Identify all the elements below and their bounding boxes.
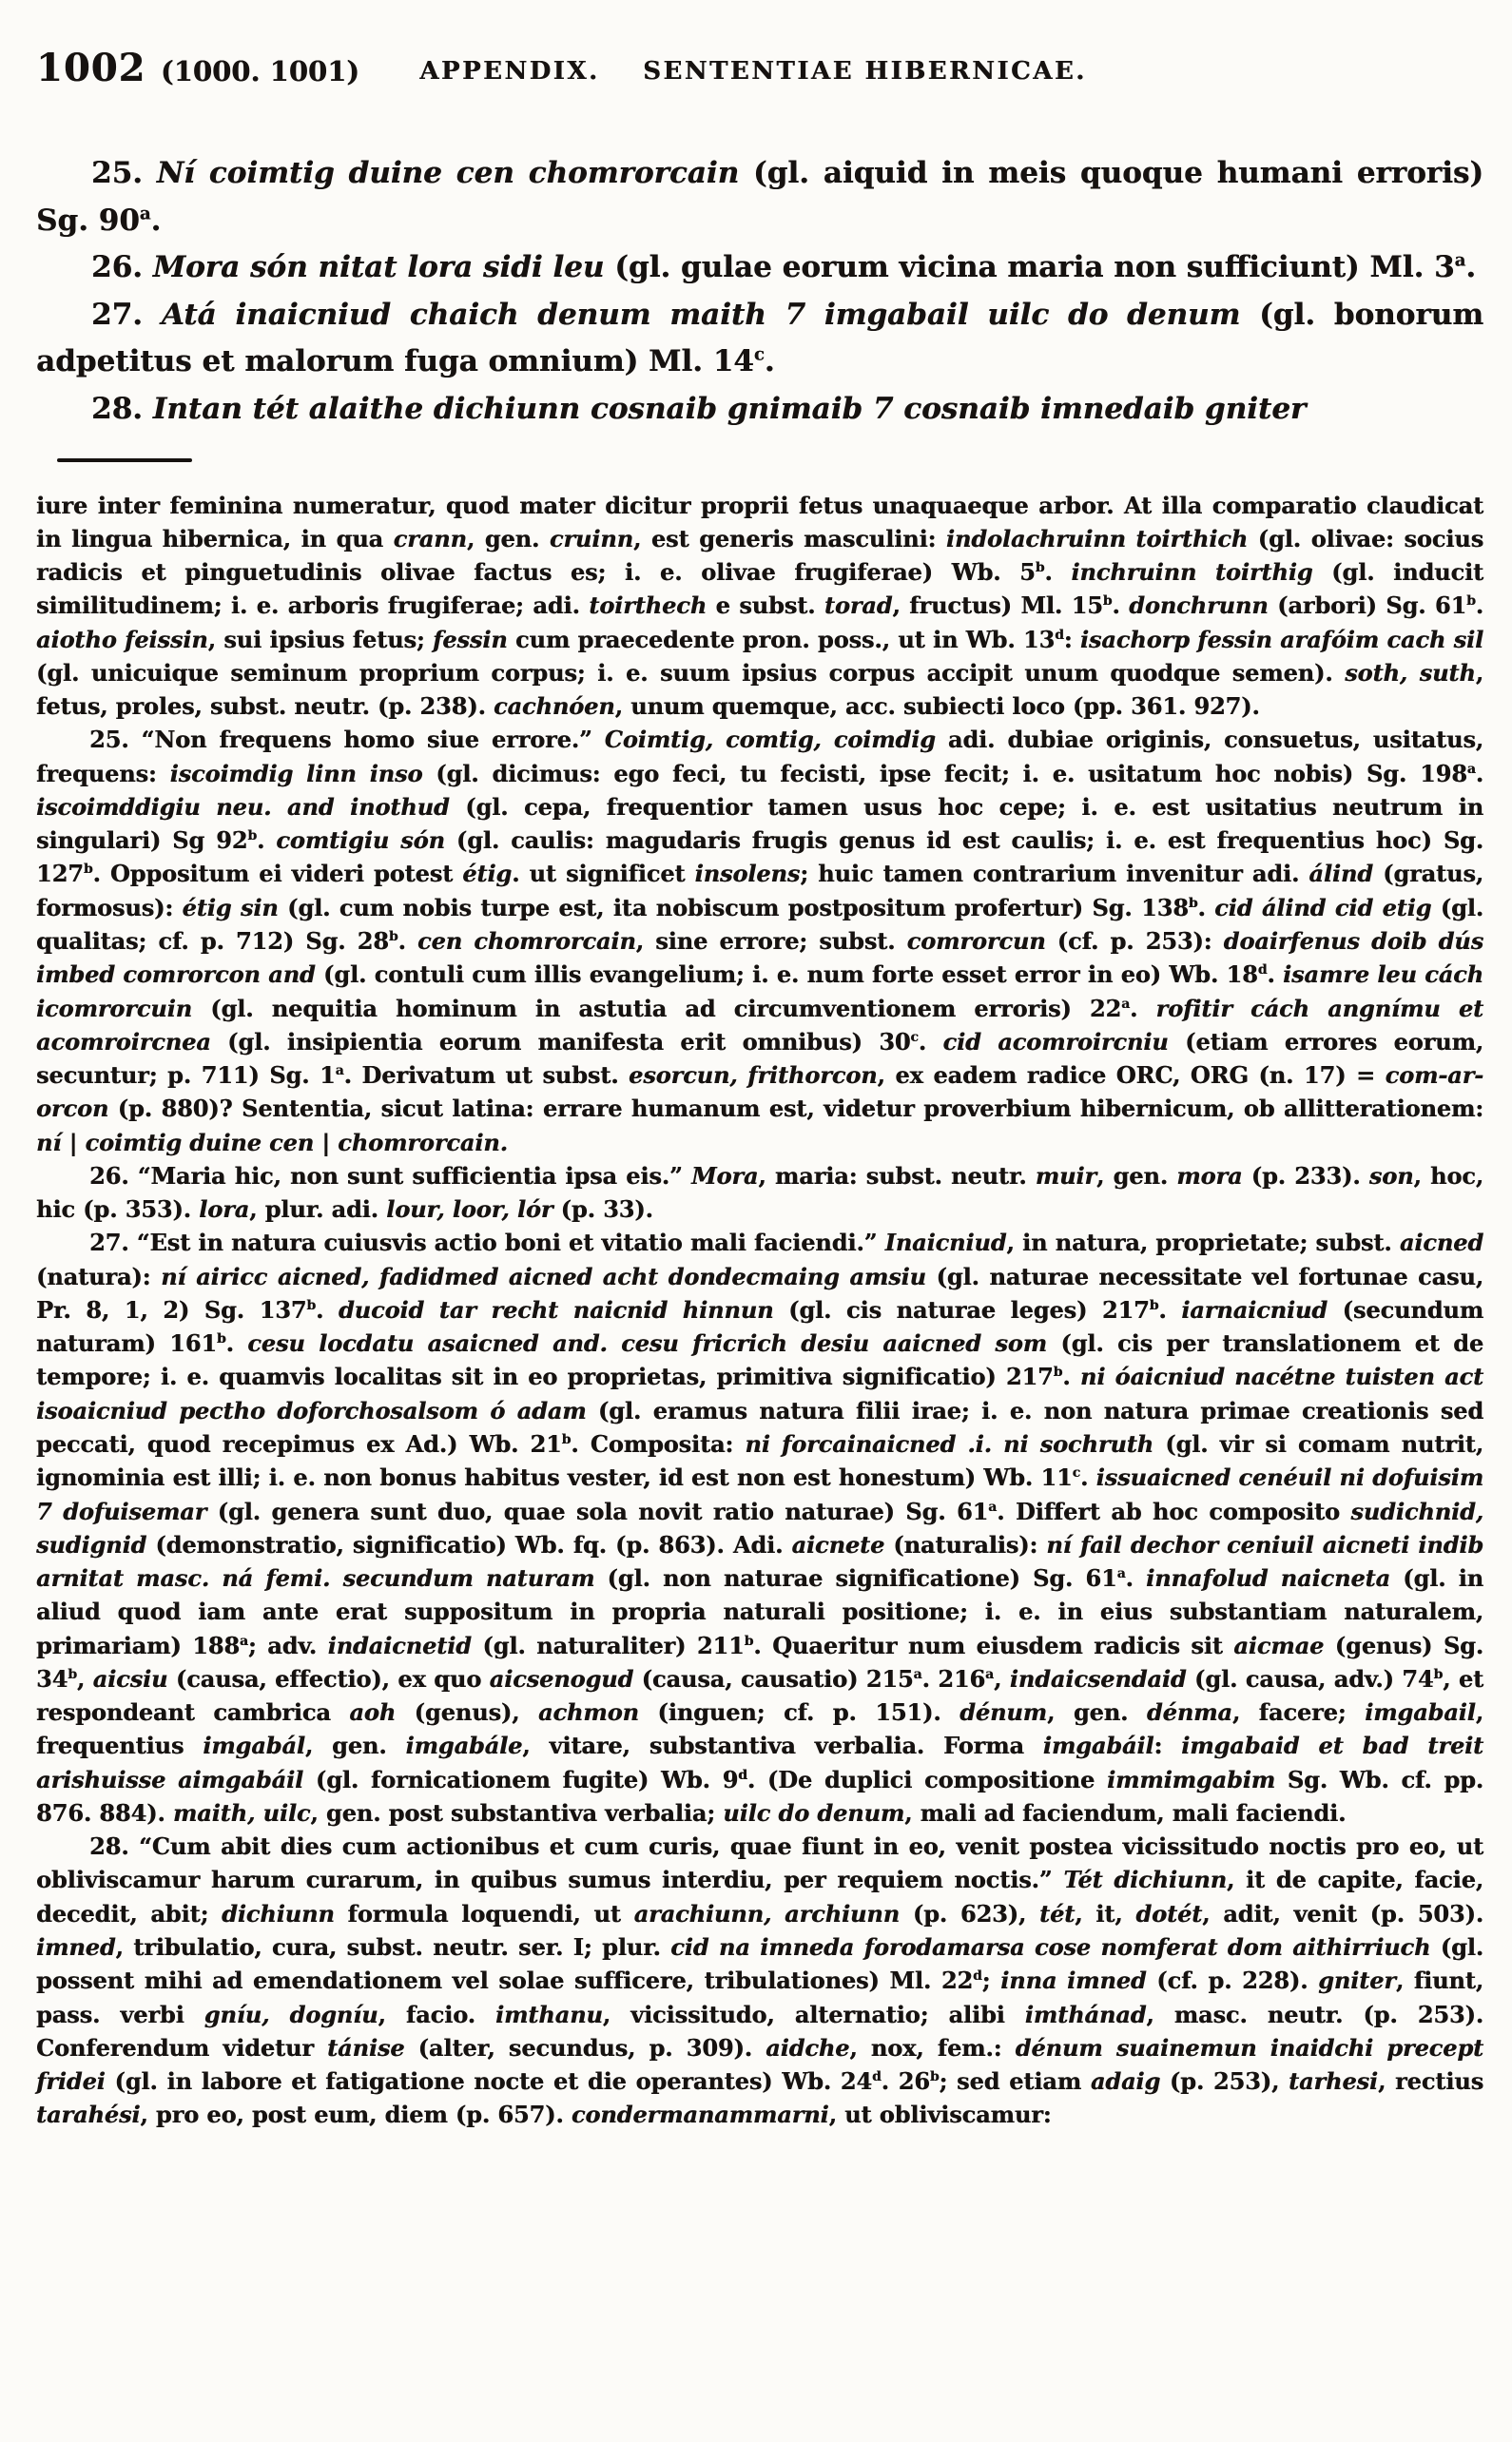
sentence-28: 28. Intan tét alaithe dichiunn cosnaib gnimaib 7 cosnaib imnedaib gniter: [91, 391, 1307, 426]
note-26: 26. “Maria hic, non sunt sufficientia ipsa eis.” Mora, maria: subst. neutr. muir, gen. mora (p. 233). son, hoc, hic (p. 353). lora, plur. adi. lour, loor, lór (p. 33).: [36, 1161, 1483, 1224]
sentences-section: [36, 150, 1483, 434]
page-number: 1002: [36, 46, 146, 90]
note-25: 25. “Non frequens homo siue errore.” Coimtig, comtig, coimdig adi. dubiae originis, consuetus, usitatus, frequens: iscoimdig linn inso (gl. dicimus: ego feci, tu fecisti, ipse fecit; i. e. usitatum hoc nobis) Sg. 198$^a$. iscoimddigiu neu. and inothud (gl. cepa, frequentior tamen usus hoc cepe; i. e. est usitatius neutrum in singulari) Sg 92$^b$. comtigiu són (gl. caulis: magudaris frugis genus id est caulis; i. e. est frequentius hoc) Sg. 127$^b$. Oppositum ei videri potest étig. ut significet insolens; huic tamen contrarium invenitur adi. álind (gratus, formosus): étig sin (gl. cum nobis turpe est, ita nobiscum postpositum profertur) Sg. 138$^b$. cid álind cid etig (gl. qualitas; cf. p. 712) Sg. 28$^b$. cen chomrorcain, sine errore; subst. comrorcun (cf. p. 253): doairfenus doib dús imbed comrorcon and (gl. contuli cum illis evangelium; i. e. num forte esset error in eo) Wb. 18$^d$. isamre leu cách icomrorcuin (gl. nequitia hominum in astutia ad circumventionem erroris) 22$^a$. rofitir cách angnímu et acomroircnea (gl. insipientia eorum manifesta erit omnibus) 30$^c$. cid acomroircniu (etiam errores eorum, secuntur; p. 711) Sg. 1$^a$. Derivatum ut subst. esorcun, frithorcon, ex eadem radice ORC, ORG (n. 17) = com-ar-orcon (p. 880)? Sententia, sicut latina: errare humanum est, videtur proverbium hibernicum, ob allitterationem: ní | coimtig duine cen | chomrorcain.: [36, 726, 1484, 1156]
note-27: 27. “Est in natura cuiusvis actio boni et vitatio mali faciendi.” Inaicniud, in natura, proprietate; subst. aicned (natura): ní airicc aicned, fadidmed aicned acht dondecmaing amsiu (gl. naturae necessitate vel fortunae casu, Pr. 8, 1, 2) Sg. 137$^b$. ducoid tar recht naicnid hinnun (gl. cis naturae leges) 217$^b$. iarnaicniud (secundum naturam) 161$^b$. cesu locdatu asaicned and. cesu fricrich desiu aaicned som (gl. cis per translationem et de tempore; i. e. quamvis localitas sit in eo proprietas, primitiva significatio) 217$^b$. ni óaicniud nacétne tuisten act isoaicniud pectho doforchosalsom ó adam (gl. eramus natura filii irae; i. e. non natura primae creationis sed peccati, quod recepimus ex Ad.) Wb. 21$^b$. Composita: ni forcainaicned .i. ni sochruth (gl. vir si comam nutrit, ignominia est illi; i. e. non bonus habitus vester, id est non est honestum) Wb. 11$^c$. issuaicned cenéuil ni dofuisim 7 dofuisemar (gl. genera sunt duo, quae sola novit ratio naturae) Sg. 61$^a$. Differt ab hoc composito sudichnid, sudignid (demonstratio, significatio) Wb. fq. (p. 863). Adi. aicnete (naturalis): ní fail dechor ceniuil aicneti indib arnitat masc. ná femi. secundum naturam (gl. non naturae significatione) Sg. 61$^a$. innafolud naicneta (gl. in aliud quod iam ante erat suppositum in propria naturali positione; i. e. in eius substantiam naturalem, primariam) 188$^a$; adv. indaicnetid (gl. naturaliter) 211$^b$. Quaeritur num eiusdem radicis sit aicmae (genus) Sg. 34$^b$, aicsiu (causa, effectio), ex quo aicsenogud (causa, causatio) 215$^a$. 216$^a$, indaicsendaid (gl. causa, adv.) 74$^b$, et respondeant cambrica aoh (genus), achmon (inguen; cf. p. 151). dénum, gen. dénma, facere; imgabail, frequentius imgabál, gen. imgabále, vitare, substantiva verbalia. Forma imgabáil: imgabaid et bad treit arishuisse aimgabáil (gl. fornicationem fugite) Wb. 9$^d$. (De duplici compositione immimgabim Sg. Wb. cf. pp. 876. 884). maith, uilc, gen. post substantiva verbalia; uilc do denum, mali ad faciendum, mali faciendi.: [36, 1229, 1484, 1827]
page-header: [36, 46, 1483, 107]
commentary-continuation: iure inter feminina numeratur, quod mater dicitur proprii fetus unaquaeque arbor. At illa comparatio claudicat in lingua hibernica, in qua crann, gen. cruinn, est generis masculini: indolachruinn toirthich (gl. olivae: socius radicis et pinguetudinis olivae factus es; i. e. olivae frugiferae) Wb. 5$^b$. inchruinn toirthig (gl. inducit similitudinem; i. e. arboris frugiferae; adi. toirthech e subst. torad, fructus) Ml. 15$^b$. donchrunn (arbori) Sg. 61$^b$. aiotho feissin, sui ipsius fetus; fessin cum praecedente pron. poss., ut in Wb. 13$^d$: isachorp fessin arafóim cach sil (gl. unicuique seminum proprium corpus; i. e. suum ipsius corpus accipit unum quodque semen). soth, suth, fetus, proles, subst. neutr. (p. 238). cachnóen, unum quemque, acc. subiecti loco (pp. 361. 927).: [36, 491, 1484, 721]
running-title-appendix: APPENDIX.: [419, 57, 600, 86]
page-number-block: [36, 46, 359, 90]
footnote-separator: [57, 458, 192, 462]
running-title: [419, 57, 1087, 86]
note-28: 28. “Cum abit dies cum actionibus et cum curis, quae fiunt in eo, venit postea vicissitudo noctis pro eo, ut obliviscamur harum curarum, in quibus sumus interdiu, per requiem noctis.” Tét dichiunn, it de capite, facie, decedit, abit; dichiunn formula loquendi, ut arachiunn, archiunn (p. 623), tét, it, dotét, adit, venit (p. 503). imned, tribulatio, cura, subst. neutr. ser. I; plur. cid na imneda forodamarsa cose nomferat dom aithirriuch (gl. possent mihi ad emendationem vel solae sufficere, tribulationes) Ml. 22$^d$; inna imned (cf. p. 228). gniter, fiunt, pass. verbi gníu, dogníu, facio. imthanu, vicissitudo, alternatio; alibi imthánad, masc. neutr. (p. 253). Conferendum videtur tánise (alter, secundus, p. 309). aidche, nox, fem.: dénum suainemun inaidchi precept fridei (gl. in labore et fatigatione nocte et die operantes) Wb. 24$^d$. 26$^b$; sed etiam adaig (p. 253), tarhesi, rectius tarahési, pro eo, post eum, diem (p. 657). condermanammarni, ut obliviscamur:: [36, 1832, 1483, 2129]
running-title-sententiae: SENTENTIAE HIBERNICAE.: [643, 57, 1087, 86]
sentence-27: 27. Atá inaicniud chaich denum maith 7 imgabail uilc do denum (gl. bonorum adpetitus et malorum fuga omnium) Ml. 14$^c$.: [36, 297, 1484, 379]
commentary-section: [36, 489, 1483, 2132]
page-column-refs: (1000. 1001): [160, 55, 359, 87]
sentence-25: 25. Ní coimtig duine cen chomrorcain (gl. aiquid in meis quoque humani erroris) Sg. 90$^a$.: [36, 156, 1483, 238]
sentence-26: 26. Mora són nitat lora sidi leu (gl. gulae eorum vicina maria non sufficiunt) Ml. 3$^a$.: [91, 250, 1477, 285]
